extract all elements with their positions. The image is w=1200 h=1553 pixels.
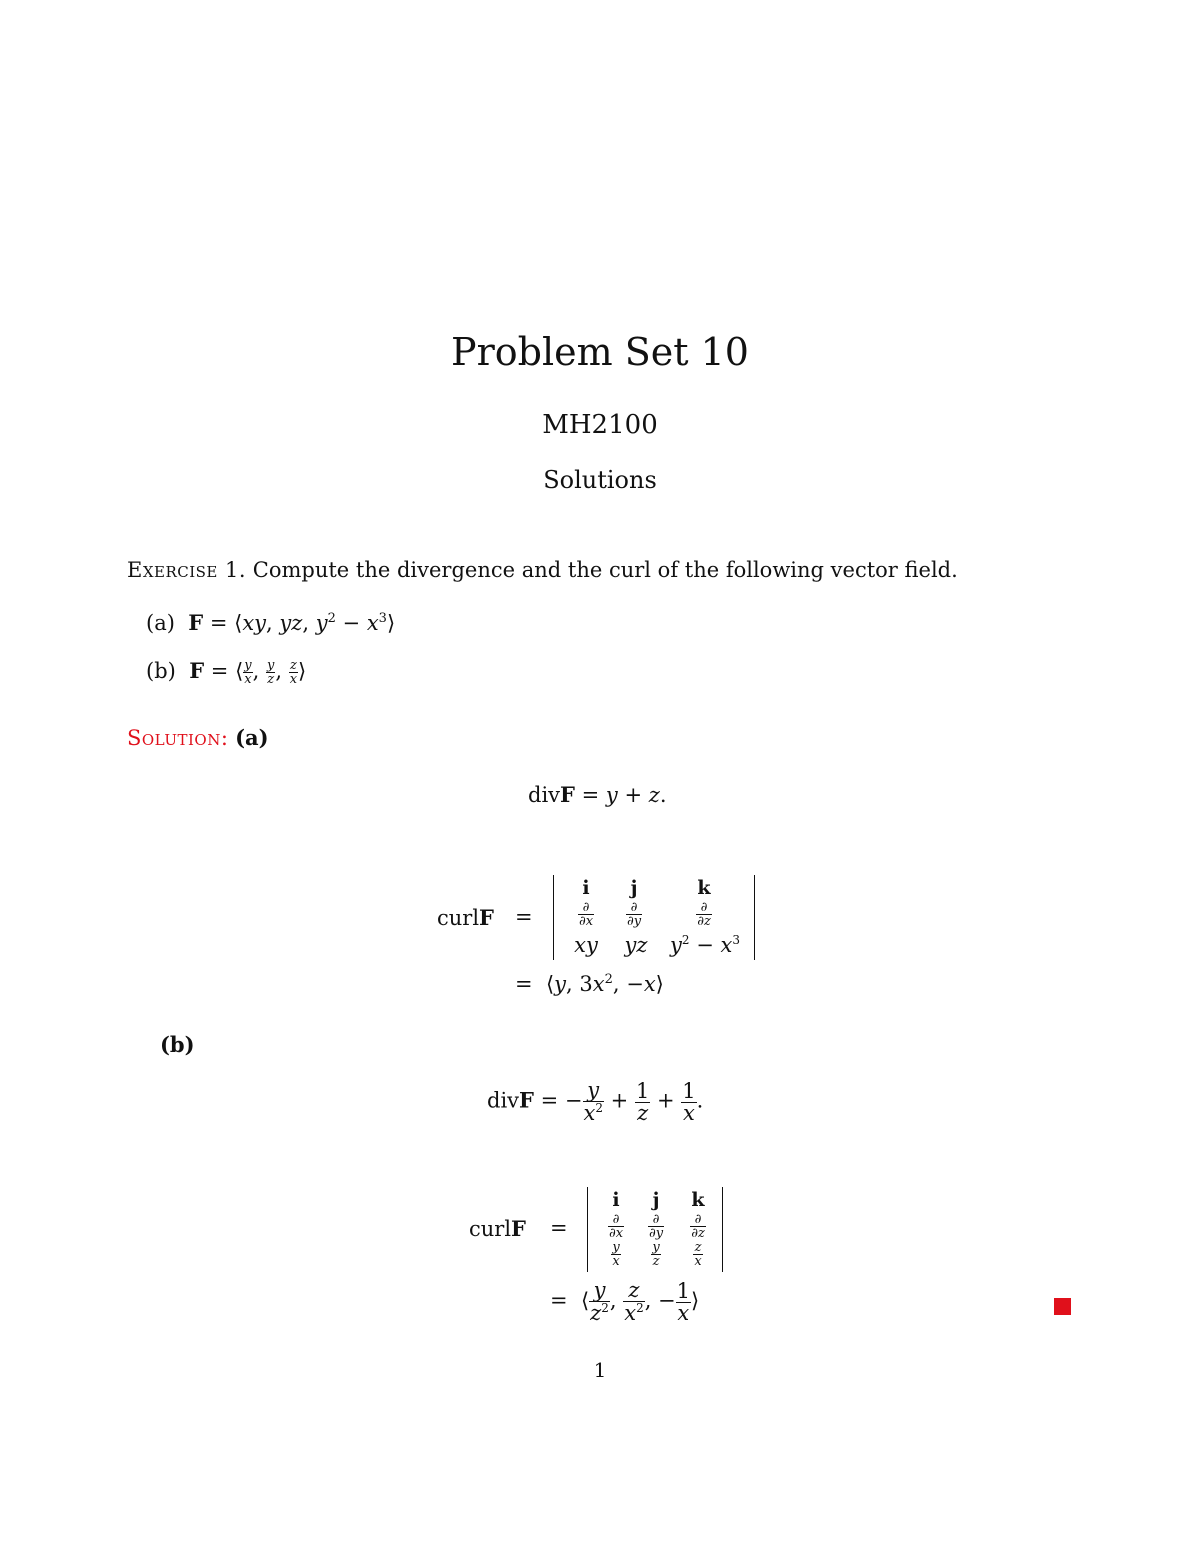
unit-i: i: [612, 1189, 620, 1211]
qed-square-icon: [1054, 1298, 1071, 1315]
unit-k: k: [691, 1189, 705, 1211]
curl-a-determinant: [553, 875, 755, 960]
component-z-over-x: $\frac{z}{x}$: [694, 1240, 702, 1269]
unit-j: j: [652, 1189, 660, 1211]
solution-part-b-label: (b): [160, 1032, 195, 1057]
solution-heading: [127, 725, 269, 750]
component-yz: yz: [624, 933, 648, 957]
unit-k: k: [697, 877, 711, 899]
partial-y: $\frac{\partial}{\partial y}$: [648, 1212, 664, 1241]
solution-label: Solution:: [127, 726, 229, 750]
unit-i: i: [582, 877, 590, 899]
solution-part-a-label: (a): [235, 725, 269, 750]
part-a-label: (a): [146, 611, 175, 635]
exercise-part-a: (a) F = ⟨xy, yz, $y^2$ − $x^3⟩$: [146, 610, 396, 635]
exercise-label: Exercise 1.: [127, 558, 247, 582]
exercise-part-b: (b) F = ⟨ $\frac{y}{x}$ , $\frac{y}{z}$ , $\frac{z}{x}$ ⟩: [146, 658, 307, 687]
component-xy: xy: [574, 933, 598, 957]
curl-b-lhs: curlF: [469, 1216, 526, 1241]
course-code: MH2100: [542, 410, 658, 440]
curl-a-lhs: curlF: [437, 905, 494, 930]
exercise-statement: [127, 558, 958, 582]
curl-b-determinant: [587, 1187, 723, 1272]
unit-j: j: [630, 877, 638, 899]
partial-z: $\frac{\partial}{\partial z}$: [697, 900, 711, 929]
partial-y: $\frac{\partial}{\partial y}$: [626, 900, 642, 929]
partial-x: $\frac{\partial}{\partial x}$: [578, 900, 594, 929]
part-b-label: (b): [146, 659, 176, 683]
partial-z: $\frac{\partial}{\partial z}$: [691, 1212, 705, 1241]
page-number: 1: [593, 1358, 607, 1382]
document-subtitle: Solutions: [543, 466, 657, 494]
curl-a-result: = ⟨y, $3x^2$, −x⟩: [515, 972, 664, 996]
component-y2-x3: $y^2 - x^3$: [670, 933, 740, 957]
partial-x: $\frac{\partial}{\partial x}$: [608, 1212, 624, 1241]
curl-b-eq: =: [550, 1216, 568, 1240]
exercise-text: Compute the divergence and the curl of the following vector field.: [252, 558, 958, 582]
curl-a-eq: =: [515, 905, 533, 929]
div-b: divF = − $\frac{y}{x^2}$ + $\frac{1}{z}$ + $\frac{1}{x}$ .: [487, 1078, 704, 1125]
div-a: divF = y + z.: [528, 782, 667, 807]
curl-b-result: = ⟨ $\frac{y}{z^2}$ , $\frac{z}{x^2}$ , − $\frac{1}{x}$ ⟩: [550, 1278, 700, 1325]
component-y-over-x: $\frac{y}{x}$: [612, 1240, 620, 1269]
component-y-over-z: $\frac{y}{z}$: [652, 1240, 660, 1269]
page-title: Problem Set 10: [451, 330, 749, 374]
